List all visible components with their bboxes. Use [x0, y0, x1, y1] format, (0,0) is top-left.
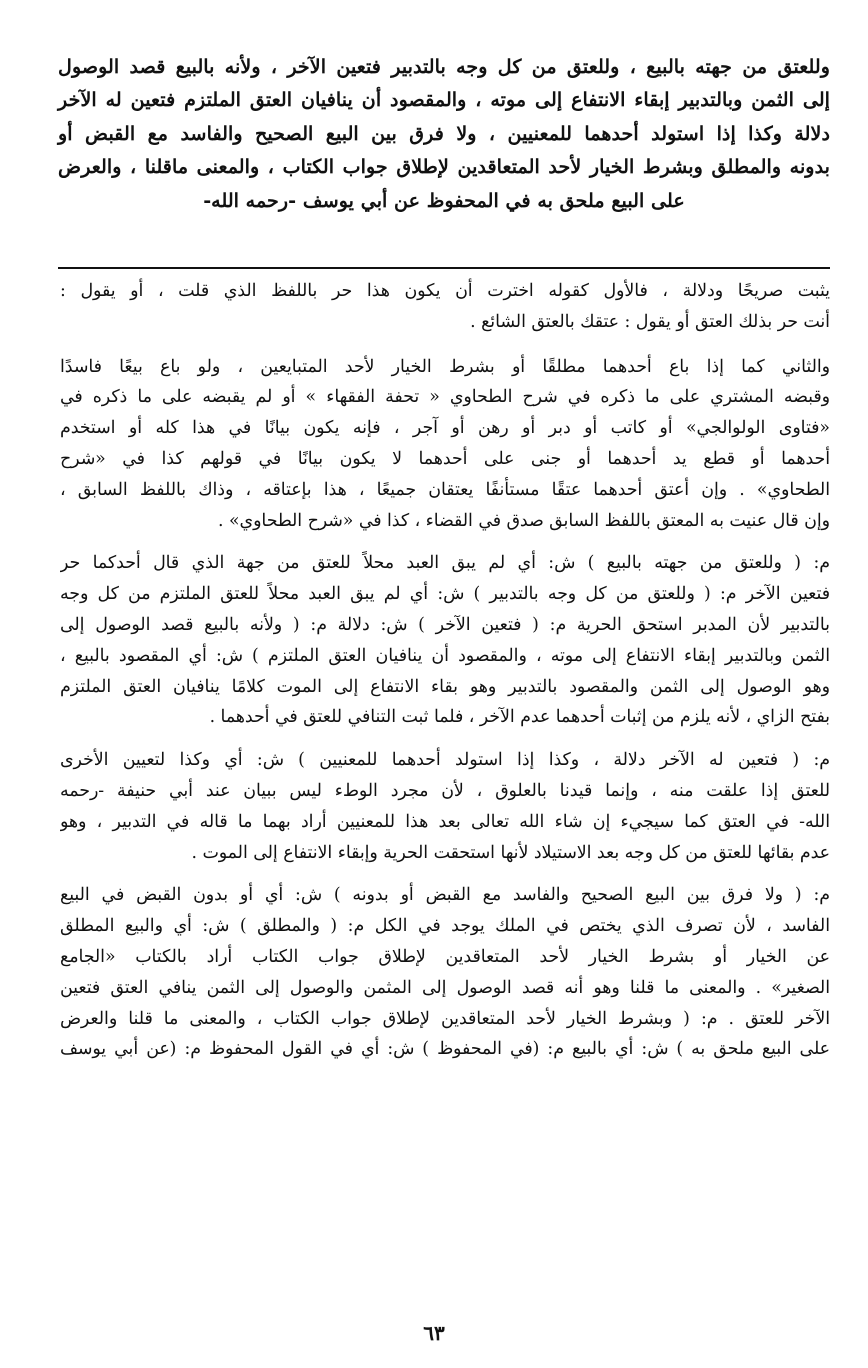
commentary-block	[60, 276, 830, 1065]
commentary-line: والثاني كما إذا باع أحدهما مطلقًا أو بشرط الخيار لأحد المتبايعين ، ولو باع بيعًا فاسدًا	[60, 356, 830, 377]
commentary-line: «فتاوى الولوالجي» أو كاتب أو دبر أو رهن أو آجر ، فإنه يكون بيانًا في هذا كله أو استخدم	[60, 418, 830, 439]
commentary-line: فتعين الآخر م: ( وللعتق من كل وجه بالتدبير ) ش: أي لم يبق العبد محلاً للعتق الملتزم من كل وجه	[60, 584, 830, 605]
commentary-line: الثمن وبالتدبير إبقاء الانتفاع إلى موته ، والمقصود أن ينافيان العتق الملتزم ) ش: أي المقصود بالبيع ،	[60, 645, 830, 666]
commentary-paragraph	[60, 352, 830, 537]
commentary-line: بفتح الزاي ، لأنه يلزم من إثبات أحدهما عدم الآخر ، فلما ثبت التنافي للعتق في أحدهما .	[209, 707, 830, 728]
commentary-line: وقبضه المشتري على ما ذكره في شرح الطحاوي « تحفة الفقهاء » أو لم يقبضه على ما ذكره في	[60, 387, 830, 408]
commentary-line: الآخر للعتق . م: ( وبشرط الخيار لأحد المتعاقدين لإطلاق جواب الكتاب ، والمعنى ما قلنا والعرض	[60, 1008, 830, 1029]
separator-line	[58, 267, 830, 269]
commentary-paragraph	[60, 745, 830, 868]
commentary-line: على البيع ملحق به ) ش: أي بالبيع م: (في المحفوظ ) ش: أي في القول المحفوظ م: (عن أبي يوسف	[60, 1039, 830, 1060]
main-text-line: إلى الثمن وبالتدبير إبقاء الانتفاع إلى موته ، والمقصود أن ينافيان العتق الملتزم فتعين له الآخر	[58, 88, 830, 112]
commentary-line: بالتدبير لأن المدبر استحق الحرية م: ( فتعين الآخر ) ش: دلالة م: ( ولأنه بالبيع قصد الوصول إلى	[60, 614, 830, 635]
commentary-paragraph	[60, 276, 830, 338]
commentary-paragraph	[60, 548, 830, 733]
commentary-line: للعتق إذا علقت منه ، وإنما قيدنا بالعلوق ، لأن مجرد الوطء ليس ببيان عند أبي حنيفة -رحمه	[60, 780, 830, 801]
main-text-line: على البيع ملحق به في المحفوظ عن أبي يوسف -رحمه الله-	[203, 188, 685, 212]
commentary-line: الفاسد ، لأن تصرف الذي يختص في الملك يوجد في الكل م: ( والمطلق ) ش: أي والبيع المطلق	[60, 916, 830, 937]
commentary-line: عدم بقائها للعتق من كل وجه بعد الاستيلاد لأنها استحقت الحرية وإبقاء الانتفاع إلى الموت .	[191, 842, 830, 863]
commentary-paragraph	[60, 880, 830, 1065]
commentary-line: الصغير» . والمعنى ما قلنا وهو أنه قصد الوصول إلى المثمن والوصول إلى الثمن ينافي العتق فتعين	[60, 977, 830, 998]
commentary-line: وإن قال عنيت به المعتق باللفظ السابق صدق في القضاء ، كذا في «شرح الطحاوي» .	[218, 510, 830, 531]
page-number: ٦٣	[423, 1321, 445, 1345]
commentary-line: م: ( وللعتق من جهته بالبيع ) ش: أي لم يبق العبد محلاً للعتق من جهة الذي قال أحدكما حر	[60, 553, 830, 574]
commentary-line: عن الخيار أو بشرط الخيار لأحد المتعاقدين لإطلاق جواب الكتاب أراد بالكتاب «الجامع	[60, 946, 830, 967]
commentary-line: الله- في العتق كما سيجيء إن شاء الله تعالى بعد هذا للمعنيين أراد بهما ما قاله في التدبير ، وهو	[60, 811, 830, 832]
commentary-line: م: ( ولا فرق بين البيع الصحيح والفاسد مع القبض أو بدونه ) ش: أي أو بدون القبض في البيع	[60, 885, 830, 906]
commentary-line: الطحاوي» . وإن أعتق أحدهما عتقًا مستأنفًا يعتقان جميعًا ، هذا بإعتاقه ، وذاك باللفظ السابق ،	[60, 479, 830, 500]
commentary-line: م: ( فتعين له الآخر دلالة ، وكذا إذا استولد أحدهما للمعنيين ) ش: أي وكذا لتعيين الأخرى	[60, 750, 830, 771]
commentary-line: وهو الوصول إلى الثمن والمقصود بالتدبير وهو بقاء الانتفاع إلى الموت كلامًا ينافيان العتق الملتزم	[60, 676, 830, 697]
commentary-line: أنت حر بذلك العتق أو يقول : عتقك بالعتق الشائع .	[470, 311, 830, 332]
commentary-line: أحدهما أو قطع يد أحدهما أو جنى على أحدهما لا يكون بيانًا في قولهم كذا في «شرح	[60, 448, 830, 469]
main-text-line: وللعتق من جهته بالبيع ، وللعتق من كل وجه بالتدبير فتعين الآخر ، ولأنه بالبيع قصد الوصول	[58, 55, 830, 78]
main-text-line: دلالة وكذا إذا استولد أحدهما للمعنيين ، ولا فرق بين البيع الصحيح والفاسد مع القبض أو	[58, 121, 830, 145]
main-text-block	[58, 50, 830, 217]
commentary-line: يثبت صريحًا ودلالة ، فالأول كقوله اخترت أن يكون هذا حر باللفظ الذي قلت ، أو يقول :	[60, 281, 830, 301]
main-text-line: بدونه والمطلق وبشرط الخيار لأحد المتعاقدين لإطلاق جواب الكتاب ، والمعنى ماقلنا ، والعرض	[58, 155, 830, 179]
